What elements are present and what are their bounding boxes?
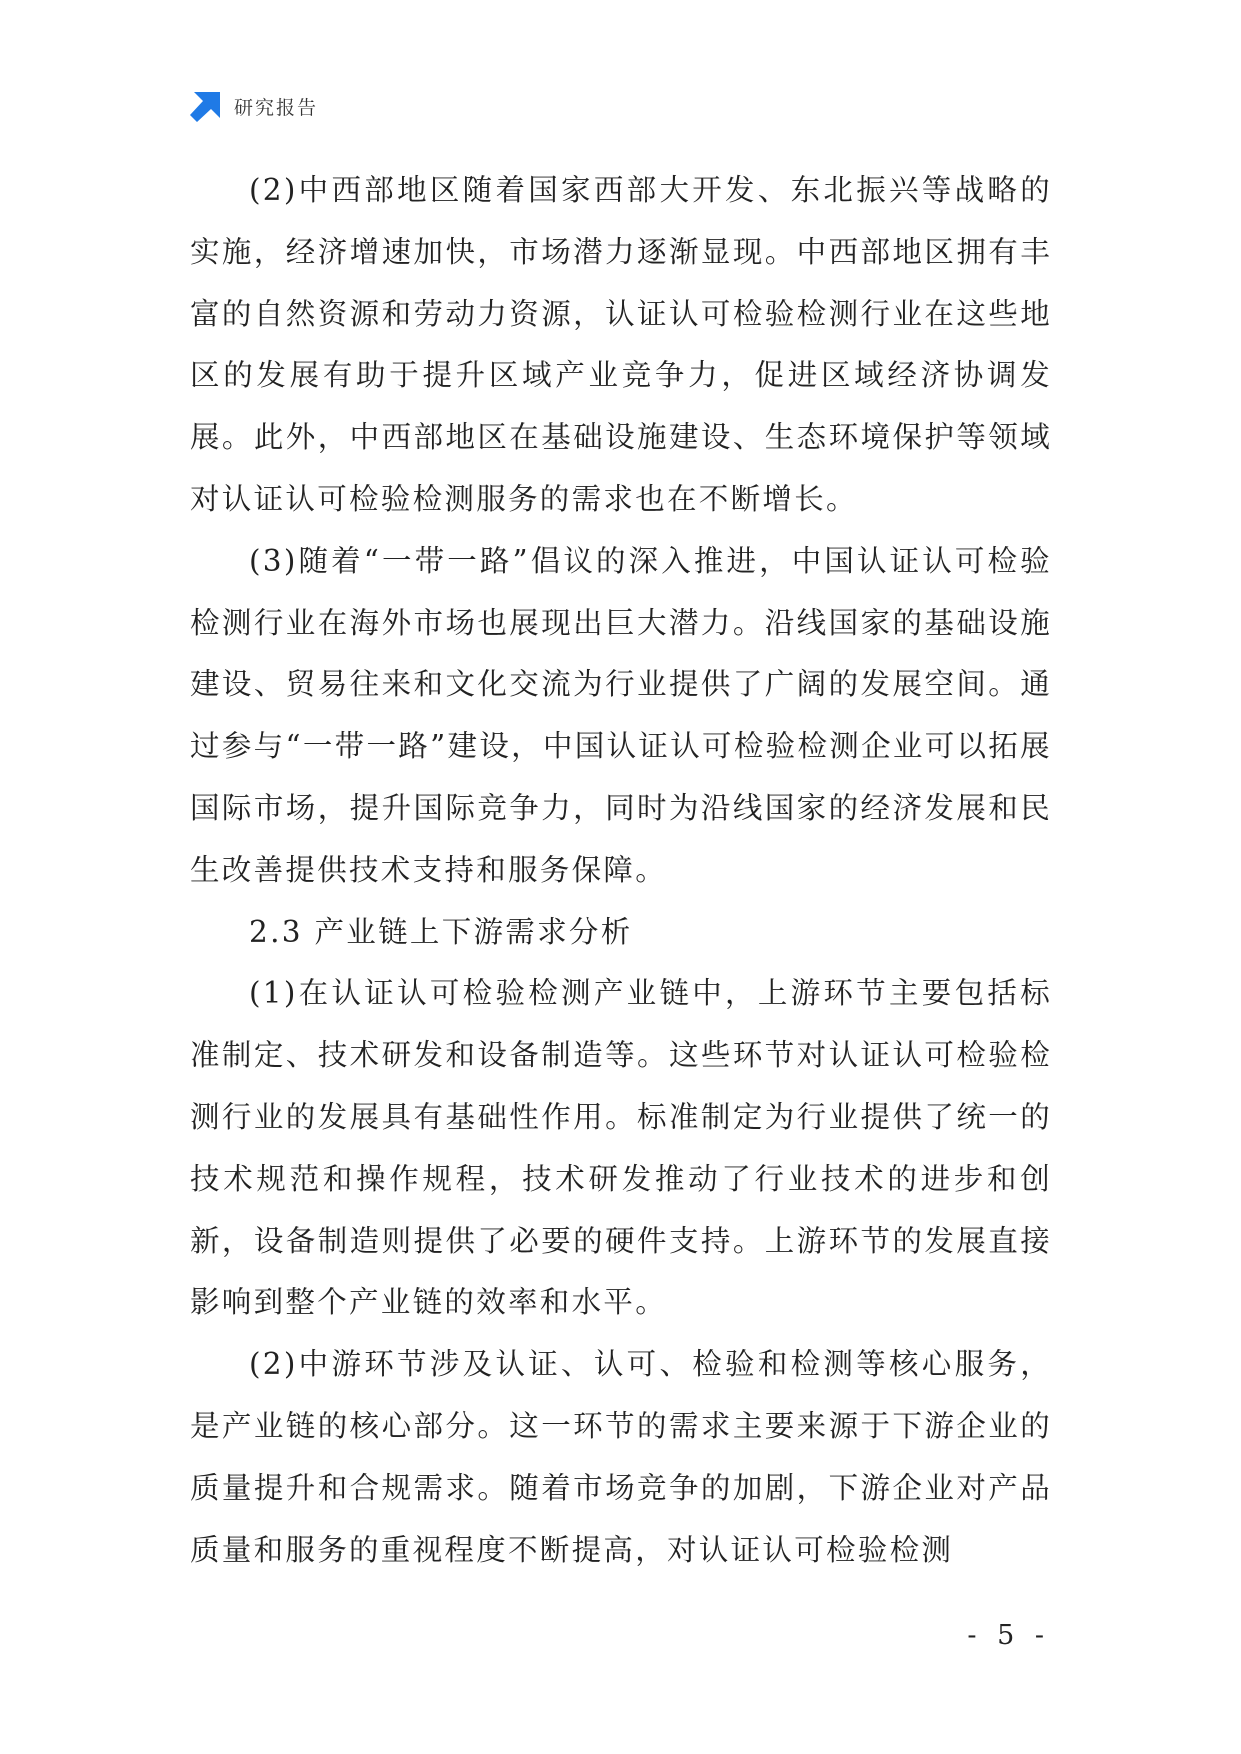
paragraph-central-western-regions: (2)中西部地区随着国家西部大开发、东北振兴等战略的实施，经济增速加快，市场潜力逐渐显现。中西部地区拥有丰富的自然资源和劳动力资源，认证认可检验检测行业在这些地区的发展有助于提升区域产业竞争力，促进区域经济协调发展。此外，中西部地区在基础设施建设、生态环境保护等领域对认证认可检验检测服务的需求也在不断增长。 xyxy=(190,173,1052,516)
paragraph-upstream: (1)在认证认可检验检测产业链中，上游环节主要包括标准制定、技术研发和设备制造等。这些环节对认证认可检验检测行业的发展具有基础性作用。标准制定为行业提供了统一的技术规范和操作规程，技术研发推动了行业技术的进步和创新，设备制造则提供了必要的硬件支持。上游环节的发展直接影响到整个产业链的效率和水平。 xyxy=(190,976,1052,1320)
arrow-up-right-icon xyxy=(190,90,222,122)
page-number: - 5 - xyxy=(967,1620,1050,1651)
document-body xyxy=(190,160,1052,1581)
header-title: 研究报告 xyxy=(234,96,319,119)
section-heading-2-3: 2.3 产业链上下游需求分析 xyxy=(249,914,633,949)
page-header xyxy=(190,90,318,122)
paragraph-midstream: (2)中游环节涉及认证、认可、检验和检测等核心服务，是产业链的核心部分。这一环节的需求主要来源于下游企业的质量提升和合规需求。随着市场竞争的加剧，下游企业对产品质量和服务的重视程度不断提高，对认证认可检验检测 xyxy=(190,1347,1052,1567)
paragraph-belt-and-road: (3)随着“一带一路”倡议的深入推进，中国认证认可检验检测行业在海外市场也展现出巨大潜力。沿线国家的基础设施建设、贸易往来和文化交流为行业提供了广阔的发展空间。通过参与“一带一路”建设，中国认证认可检验检测企业可以拓展国际市场，提升国际竞争力，同时为沿线国家的经济发展和民生改善提供技术支持和服务保障。 xyxy=(190,543,1052,887)
